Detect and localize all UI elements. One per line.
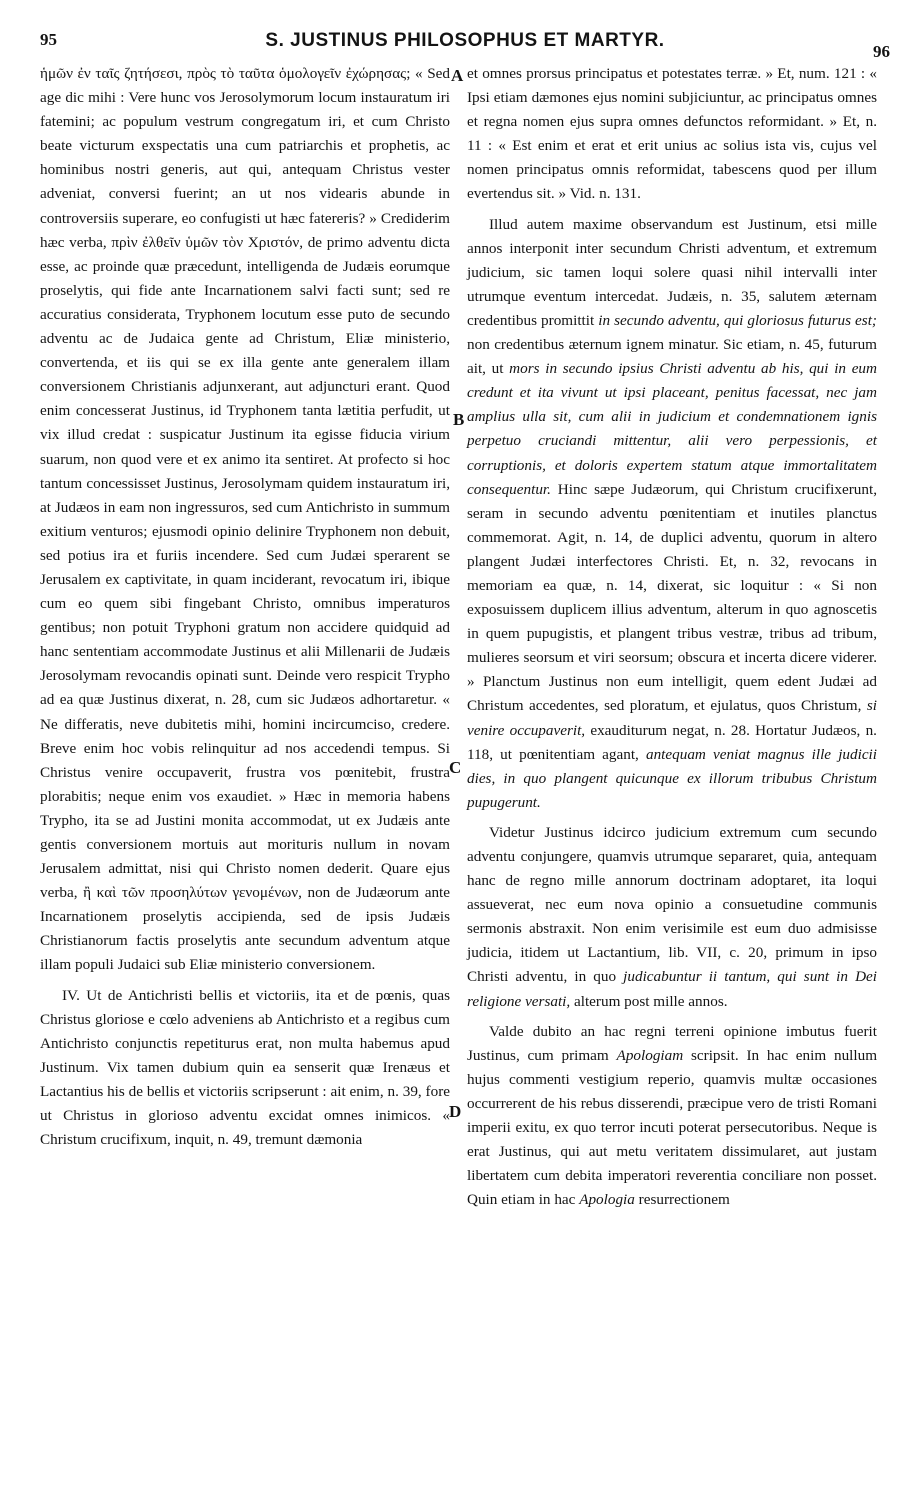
margin-marker-a: A	[451, 66, 464, 85]
right-page-number: 96	[873, 42, 890, 61]
italic-title: Apologia	[579, 1191, 635, 1209]
margin-marker-d: D	[449, 1102, 462, 1121]
text-run: alterum post mille annos.	[570, 992, 728, 1010]
italic-quote: antequam veniat magnus ille judicii dies, in quo plangent quicunque ex illorum tribubus Christum pupugerunt.	[467, 745, 877, 811]
right-paragraph-2	[467, 213, 877, 815]
text-run: Hinc sæpe Judæorum, qui Christum crucifixerunt, seram in secundo adventu pœnitentiam et inutiles planctus commemorat. Agit, n. 14, de duplici adventu, quorum in altero plangent Judæi interfectores Christi. Et, n. 32, revocans in memoriam ea quæ, n. 14, dixerat, sic loquitur : « Si non exposuissem duplicem illius adventum, alterum in quo agnoscetis in quem pupugistis, et plangent tribus vestræ, tribus ad tribum, mulieres seorsum et viri seorsum; obscura et incerta dicere viderer. » Planctum Justinus non eum intelligit, quem edent Judæi ad Christum accedentes, sed ploratum, et ejulatus, quos Christum,	[467, 480, 877, 715]
text-run: Illud autem maxime observandum est Justinum, etsi mille annos interponit inter secundum Christi adventum, et extremum judicium, sic tamen loqui solere quasi nihil intervalli inter utrumque eventum intercedat. Judæis, n. 35, salutem æternam credentibus promittit	[467, 215, 877, 329]
right-paragraph-1: et omnes prorsus principatus et potestates terræ. » Et, num. 121 : « Ipsi etiam dæmones ejus nomini subjiciuntur, ac principatus omnes et regna nomen ejus supra omnes defunctos reformidant. » Et, n. 11 : « Est enim et erat et erit unius ac solius ista vis, cujus vel nomen principatus omnis reformidat, tabescens quod per illum evertendus sit. » Vid. n. 131.	[467, 65, 877, 203]
running-head: S. JUSTINUS PHILOSOPHUS ET MARTYR.	[265, 30, 665, 51]
page-header	[40, 30, 890, 60]
left-page-number: 95	[40, 30, 57, 49]
italic-quote: mors in secundo ipsius Christi adventu ab his, qui in eum credunt et ita vivunt ut ipsi placeant, penitus facessat, nec jam amplius ulla sit, cum alii in judicium et condemnationem ignis perpetuo cruciandi mittentur, alii vero perpessionis, et corruptionis, et doloris expertem statum atque immortalitatem consequentur.	[467, 360, 877, 498]
text-run: non credentibus æternum ignem minatur. Sic etiam, n. 45, futurum ait, ut	[467, 336, 877, 378]
left-paragraph-1: ἡμῶν ἐν ταῖς ζητήσεσι, πρὸς τὸ ταῦτα ὁμολογεῖν ἐχώρησας; « Sed age dic mihi : Vere hunc vos Jerosolymorum locum instauratum iri fatemini; ac populum vestrum congregatum iri, et cum Christo beate victurum exspectatis una cum patriarchis et prophetis, ac hominibus nostri generis, aut qui, antequam Christus vester adveniat, conversi fuerint; an ut nos videaris abunde in controversiis superare, eo confugisti ut hæc fatereris? » Crediderim hæc verba, πρὶν ἐλθεῖν ὑμῶν τὸν Χριστόν, de primo adventu dicta esse, ac proinde quæ præcedunt, intelligenda de Judæis eorumque proselytis, qui fide ante Incarnationem salvi facti sunt; sed re accuratius considerata, Tryphonem locutum esse puto de secundo adventu ac de Judaica gente ad Christum, Eliæ ministerio, convertenda, et iis qui se ex illa gente ante generalem illam conversionem Christianis adjunxerant, aut adjuncturi erant. Quod enim concesserat Justinus, id Tryphonem tanta lætitia perfudit, ut vix illud credat : suspicatur Justinum ita egisse fiducia virium suarum, non quod vere et ex animo ita sentiret. At profecto si hoc tantum concessisset Justinus, Jerosolymam quidem instauratum iri, at Judæos in eam non ingressuros, sed cum Antichristo in summum exitium venturos; ejusmodi opinio delinire Tryphonem non debuit, sed potius ira et furiis incendere. Sed cum Judæi sperarent se Jerusalem ex captivitate, in quam inciderant, revocatum iri, ibique cum eo quem sibi fingebant Christo, omnibus imperaturos gentibus; non potuit Tryphoni gratum non accidere quidquid ad hanc sententiam accommodate Justinus et alii Millenarii de Judæis Jerosolymam revocandis opinati sunt. Deinde vero respicit Trypho ad ea quæ Justinus dixerat, n. 28, cum sic Judæos adhortaretur. « Ne differatis, neve dubitetis mihi, homini incircumciso, credere. Breve enim hoc vobis relinquitur ad nos accedendi tempus. Si Christus venire occupaverit, frustra vos pœnitebit, frustra plorabitis; neque enim vos exaudiet. » Hæc in memoria habens Trypho, ita se ad Justini monita accommodat, ut ex Judæis ante gentis conversionem mortuis aut morituris nullum in novam Jerusalem admittat, nisi qui Christo nomen dederit. Quare ejus verba, ἢ καὶ τῶν προσηλύτων γενομένων, non de Judæorum ante Incarnationem proselytis accipienda, sed de ipsis Judæis Christianorum factis proselytis ante secundum adventum atque illam populi Judaici sub Eliæ ministerio conversionem.	[40, 65, 450, 974]
left-paragraph-2: IV. Ut de Antichristi bellis et victoriis, ita et de pœnis, quas Christus gloriose e cœlo adveniens ab Antichristo et a regibus cum Antichristo conjunctis repetiturus erat, non multa habemus apud Justinum. Vix tamen dubium quin ea senserit quæ Irenæus et Lactantius his de bellis et victoriis scripserunt : ait enim, n. 39, fore ut Christus in glorioso adventu excidat omnes inimicos. « Christum crucifixum, inquit, n. 49, tremunt dæmonia	[40, 986, 450, 1149]
margin-marker-c: C	[449, 758, 462, 777]
left-column	[40, 62, 450, 1152]
text-run: scripsit. In hac enim nullum hujus commenti vestigium reperio, quamvis multæ occasiones occurrerent de his rebus disserendi, præcipue vero de tristi Romani imperii exitu, ex quo terror incuti poterat persecutoribus. Neque is erat Justinus, qui aut metu veritatem dissimularet, aut justam libertatem cum debita imperatori reverentia conciliare non posset. Quin etiam in hac	[467, 1046, 878, 1209]
italic-quote: in secundo adventu, qui gloriosus futurus est;	[598, 311, 877, 329]
italic-title: Apologiam	[616, 1046, 684, 1064]
text-run: exauditurum negat, n. 28. Hortatur Judæos, n. 118, ut pœnitentiam agant,	[467, 721, 877, 763]
text-run: resurrectionem	[634, 1191, 730, 1209]
right-paragraph-3	[467, 821, 877, 1014]
italic-quote: si venire occupaverit,	[467, 697, 877, 739]
text-run: Videtur Justinus idcirco judicium extremum cum secundo adventu conjungere, quamvis utrumque separaret, quia, antequam hanc de regno mille annorum doctrinam adoptaret, ita loqui assueverat, nec eum nova opinio a consuetudine communis sermonis abstraxit. Non enim verisimile est eum duo admisisse judicia, itidem ut Lactantium, lib. VII, c. 20, primum in ipso Christi adventu, in quo	[467, 823, 877, 986]
text-run: Valde dubito an hac regni terreni opinione imbutus fuerit Justinus, cum primam	[467, 1022, 877, 1064]
margin-marker-b: B	[453, 410, 465, 429]
right-paragraph-4	[467, 1020, 877, 1213]
right-column	[467, 62, 877, 1212]
italic-quote: judicabuntur ii tantum, qui sunt in Dei religione versati,	[467, 968, 878, 1010]
